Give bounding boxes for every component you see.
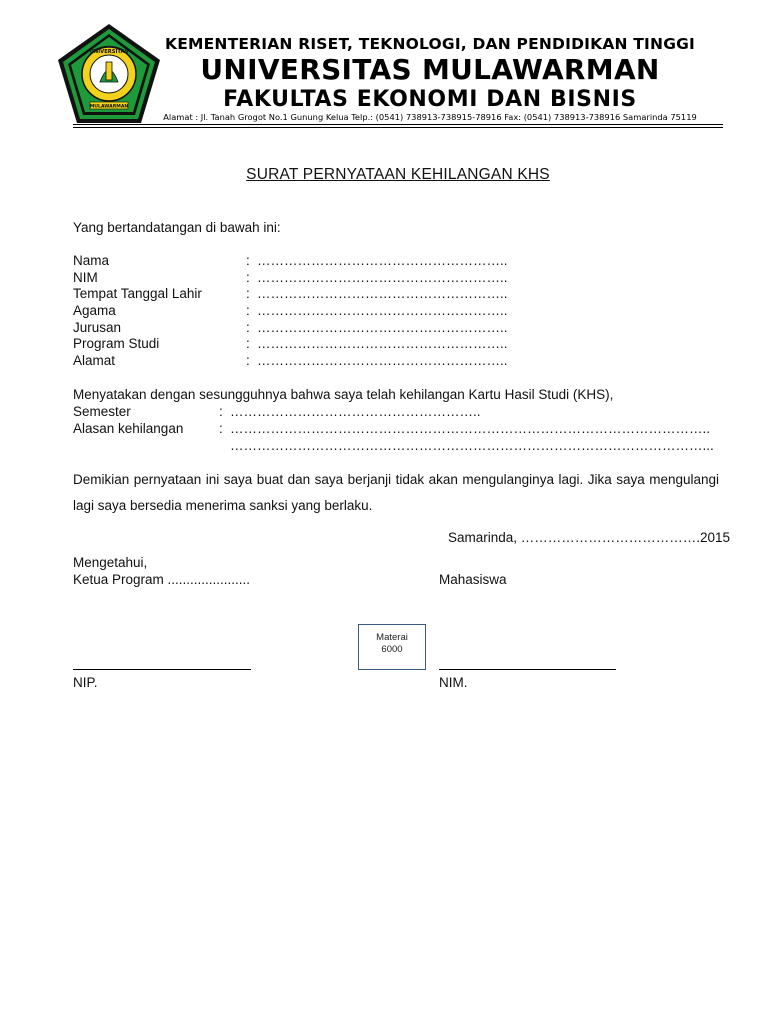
field-label-jurusan: Jurusan	[73, 320, 122, 335]
field-dots-prodi: ………………………………………………..	[257, 336, 508, 351]
field-dots-nama: ………………………………………………..	[257, 253, 508, 268]
field-label-agama: Agama	[73, 303, 116, 318]
field-sep: :	[246, 336, 250, 351]
stamp-line-1: Materai	[376, 632, 408, 643]
field-label-ttl: Tempat Tanggal Lahir	[73, 286, 202, 301]
header-rule-thin	[73, 127, 723, 128]
field-dots-semester: ………………………………………………..	[230, 404, 481, 419]
signature-line-student	[439, 669, 616, 670]
student-label: Mahasiswa	[439, 572, 507, 587]
field-dots-alasan: ……………………………………………………………………………………………..	[230, 421, 711, 436]
faculty-name: FAKULTAS EKONOMI DAN BISNIS	[223, 87, 637, 112]
field-sep: :	[246, 270, 250, 285]
address-line: Alamat : Jl. Tanah Grogot No.1 Gunung Kelua Telp.: (0541) 738913-738915-78916 Fax: (0541) 738913-738916 Samarinda 75119	[163, 112, 697, 122]
field-sep: :	[246, 253, 250, 268]
field-label-alasan: Alasan kehilangan	[73, 421, 184, 436]
field-label-alamat: Alamat	[73, 353, 116, 368]
nip-label: NIP.	[73, 675, 98, 690]
field-label-prodi: Program Studi	[73, 336, 160, 351]
signature-line-head	[73, 669, 251, 670]
nim-label: NIM.	[439, 675, 468, 690]
intro-text: Yang bertandatangan di bawah ini:	[73, 220, 281, 235]
field-dots-agama: ………………………………………………..	[257, 303, 508, 318]
field-dots-ttl: ………………………………………………..	[257, 286, 508, 301]
field-sep: :	[246, 286, 250, 301]
field-dots-alamat: ………………………………………………..	[257, 353, 508, 368]
ministry-name: KEMENTERIAN RISET, TEKNOLOGI, DAN PENDIDIKAN TINGGI	[164, 35, 696, 53]
statement-text: Menyatakan dengan sesungguhnya bahwa saya telah kehilangan Kartu Hasil Studi (KHS),	[73, 387, 614, 402]
field-sep: :	[246, 353, 250, 368]
stamp-line-2: 6000	[381, 644, 403, 655]
closing-paragraph: Demikian pernyataan ini saya buat dan saya berjanji tidak akan mengulanginya lagi. Jika saya mengulangi lagi saya bersedia menerima sanksi yang berlaku.	[73, 472, 719, 513]
logo-text-top: UNIVERSITAS	[89, 49, 129, 55]
field-label-semester: Semester	[73, 404, 131, 419]
duty-stamp-box	[358, 624, 426, 670]
acknowledged-label: Mengetahui,	[73, 555, 148, 570]
document-title: SURAT PERNYATAAN KEHILANGAN KHS	[246, 166, 550, 183]
field-label-nama: Nama	[73, 253, 110, 268]
field-sep: :	[246, 303, 250, 318]
place-date: Samarinda, ………………………………….2015	[448, 530, 731, 545]
field-sep: :	[219, 404, 223, 419]
field-dots-alasan-extra: ……………………………………………………………………………………………...	[230, 438, 714, 453]
program-head-label: Ketua Program ......................	[73, 572, 251, 587]
field-dots-nim: ………………………………………………..	[257, 270, 508, 285]
field-label-nim: NIM	[73, 270, 98, 285]
field-sep: :	[246, 320, 250, 335]
university-name: UNIVERSITAS MULAWARMAN	[200, 53, 660, 86]
field-sep: :	[219, 421, 223, 436]
logo-text-bottom: MULAWARMAN	[89, 104, 129, 110]
header-rule-thick	[73, 124, 723, 125]
field-dots-jurusan: ………………………………………………..	[257, 320, 508, 335]
